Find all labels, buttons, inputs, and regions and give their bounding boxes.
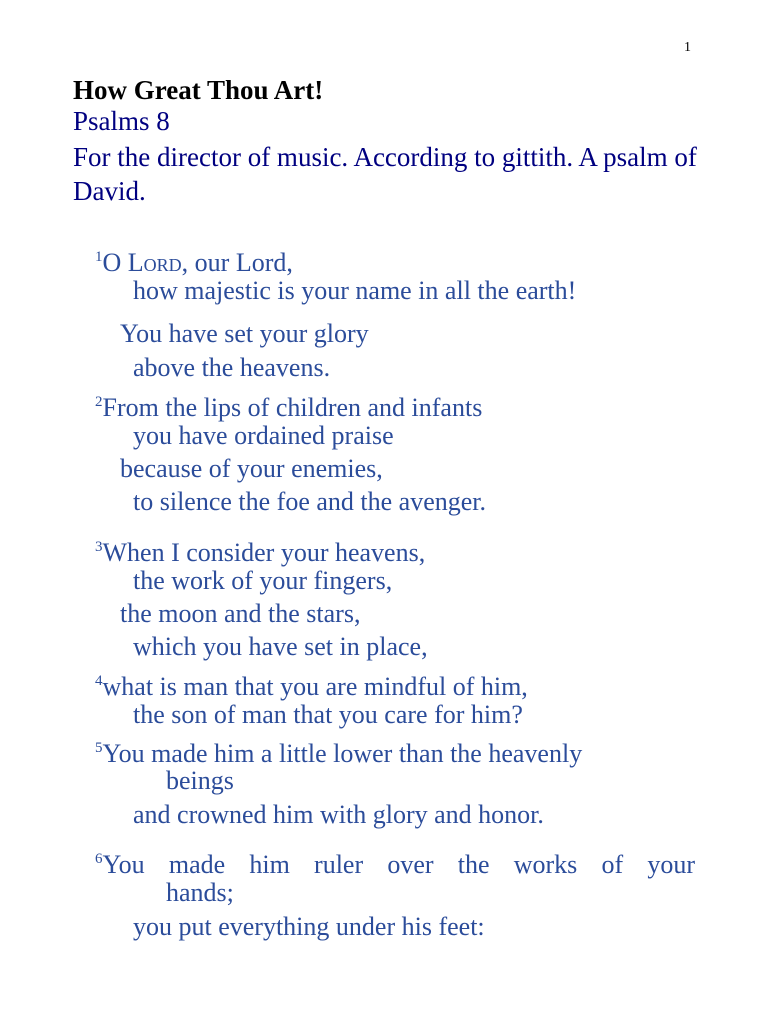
verse-number-1: 1 bbox=[95, 249, 103, 265]
verse-number-6: 6 bbox=[95, 851, 103, 867]
verse-1-line-4: above the heavens. bbox=[133, 353, 331, 382]
psalm-reference: Psalms 8 bbox=[73, 106, 170, 136]
verse-number-4: 4 bbox=[95, 673, 103, 689]
verse-2-line-4: to silence the foe and the avenger. bbox=[133, 487, 487, 516]
verse-1-text-b: , our Lord, bbox=[181, 248, 293, 277]
verse-4-line-2: the son of man that you care for him? bbox=[133, 700, 523, 729]
page-number: 1 bbox=[684, 40, 691, 55]
verse-1-text-a: O bbox=[102, 248, 128, 277]
verse-3-text: When I consider your heavens, bbox=[102, 538, 426, 567]
verse-3-line-3: the moon and the stars, bbox=[120, 599, 361, 628]
verse-6-line-2: you put everything under his feet: bbox=[133, 912, 485, 941]
verse-5-line-1-continued: beings bbox=[166, 766, 234, 795]
psalm-superscription: For the director of music. According to gittith. A psalm of David. bbox=[73, 142, 697, 206]
verse-2-line-3: because of your enemies, bbox=[120, 454, 383, 483]
verse-2-text: From the lips of children and infants bbox=[102, 393, 483, 422]
verse-number-3: 3 bbox=[95, 539, 103, 555]
verse-1-line-3: You have set your glory bbox=[120, 319, 369, 348]
verse-number-5: 5 bbox=[95, 740, 103, 756]
verse-6-text: You made him ruler over the works of your bbox=[102, 850, 695, 879]
verse-5-line-2: and crowned him with glory and honor. bbox=[133, 800, 544, 829]
verse-1-line-2: how majestic is your name in all the earth! bbox=[133, 276, 577, 305]
divine-name-lord: Lord bbox=[127, 248, 182, 277]
verse-4-text: what is man that you are mindful of him, bbox=[102, 672, 528, 701]
verse-number-2: 2 bbox=[95, 394, 103, 410]
verse-6-line-1-continued: hands; bbox=[166, 878, 234, 907]
verse-3-line-2: the work of your fingers, bbox=[133, 566, 393, 595]
hymn-title: How Great Thou Art! bbox=[73, 75, 324, 105]
verse-3-line-4: which you have set in place, bbox=[133, 632, 428, 661]
verse-2-line-2: you have ordained praise bbox=[133, 421, 394, 450]
verse-5-text: You made him a little lower than the heavenly bbox=[102, 739, 583, 768]
